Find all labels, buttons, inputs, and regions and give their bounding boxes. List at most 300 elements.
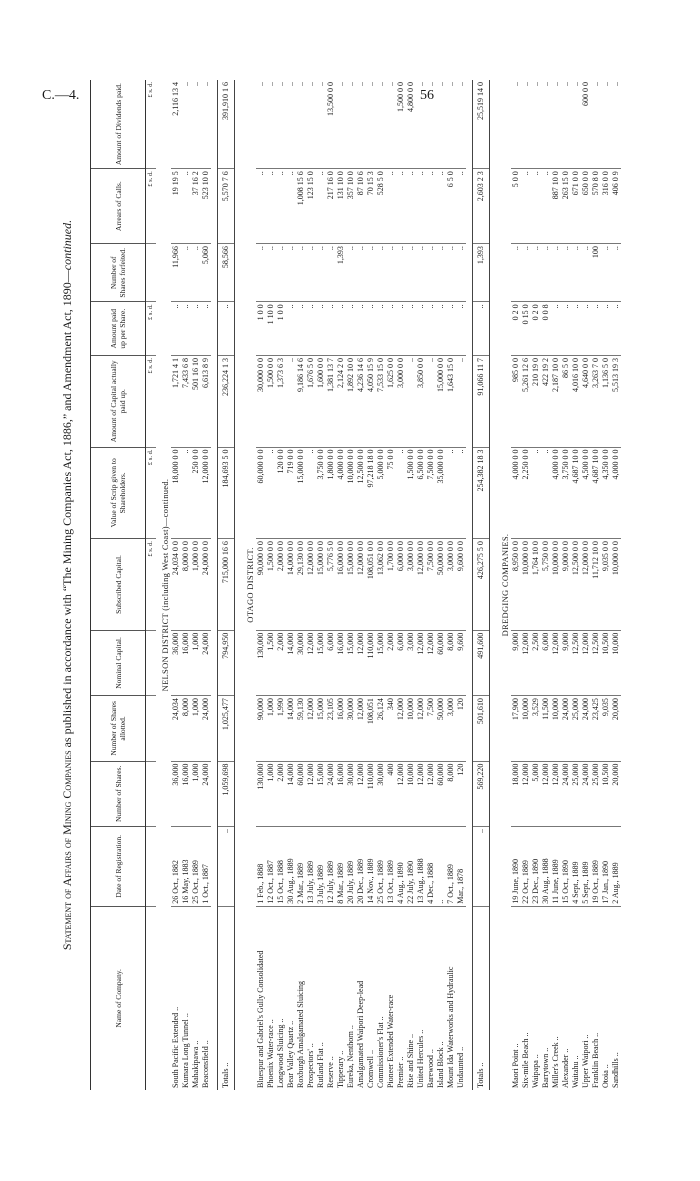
table-cell: 108,051 0 0 bbox=[366, 539, 376, 631]
table-cell: .. bbox=[521, 244, 531, 302]
table-cell: 30 Aug., 1889 bbox=[286, 827, 296, 907]
table-cell: .. bbox=[266, 447, 276, 539]
table-cell: 12,000 0 0 bbox=[581, 539, 591, 631]
table-cell: 1,008 15 6 bbox=[296, 169, 306, 244]
table-cell: 12,000 bbox=[306, 761, 316, 826]
table-cell: 9,035 bbox=[601, 696, 611, 761]
table-cell: .. bbox=[436, 244, 446, 302]
table-cell: 130,000 bbox=[256, 761, 266, 826]
table-cell: .. bbox=[446, 447, 456, 539]
table-cell: .. bbox=[611, 80, 621, 169]
totals-row bbox=[218, 80, 235, 1090]
table-cell: .. bbox=[456, 80, 466, 169]
table-cell: .. bbox=[611, 244, 621, 302]
table-row bbox=[276, 80, 286, 1090]
table-cell: 15 Oct., 1890 bbox=[561, 827, 571, 907]
table-cell: Franklin Beach .. bbox=[591, 1032, 600, 1088]
table-cell: 1,500 0 0 bbox=[266, 355, 276, 447]
section-heading: OTAGO DISTRICT. bbox=[245, 547, 255, 623]
total-cell: .. bbox=[473, 827, 490, 907]
table-cell: 4,016 10 0 bbox=[571, 355, 581, 447]
table-cell: Miller's Creek .. bbox=[551, 1036, 560, 1088]
total-cell: 715,000 16 6 bbox=[218, 539, 235, 631]
column-header: Subscribed Capital. bbox=[91, 539, 146, 631]
table-cell: 10,000 bbox=[521, 696, 531, 761]
table-cell: .. bbox=[181, 302, 191, 356]
table-row bbox=[611, 80, 621, 1090]
table-cell: .. bbox=[276, 244, 286, 302]
table-cell: .. bbox=[256, 80, 266, 169]
table-cell: Mahakipawa .. bbox=[191, 1040, 200, 1088]
table-row bbox=[436, 80, 446, 1090]
table-cell: 18,000 0 0 bbox=[171, 447, 181, 539]
table-cell: 20,000 bbox=[611, 761, 621, 826]
page-reference: C.—4. bbox=[42, 88, 80, 103]
table-row bbox=[386, 80, 396, 1090]
table-cell: 36,000 bbox=[171, 761, 181, 826]
table-cell: .. bbox=[591, 302, 601, 356]
table-cell: .. bbox=[316, 80, 326, 169]
table-cell: 12,000 0 0 bbox=[356, 539, 366, 631]
table-cell: .. bbox=[406, 244, 416, 302]
table-row bbox=[296, 80, 306, 1090]
table-cell: 4,687 10 0 bbox=[571, 447, 581, 539]
table-cell: .. bbox=[336, 302, 346, 356]
table-cell: 12,000 bbox=[416, 761, 426, 826]
table-cell: Kumara Long Tunnel .. bbox=[181, 1013, 190, 1088]
table-cell: 120 0 0 bbox=[276, 447, 286, 539]
table-cell: Six-mile Beach .. bbox=[521, 1032, 530, 1088]
table-cell: Bluespur and Gabriel's Gully Consolidated bbox=[256, 950, 265, 1088]
table-cell: 10,000 0 0 bbox=[346, 447, 356, 539]
table-cell: .. bbox=[191, 302, 201, 356]
table-cell: 10,000 bbox=[406, 696, 416, 761]
table-cell: Phoenix Water-race .. bbox=[266, 1019, 275, 1088]
total-cell: 91,066 11 7 bbox=[473, 355, 490, 447]
table-cell: 501 16 10 bbox=[191, 355, 201, 447]
table-cell: 3 July, 1889 bbox=[316, 827, 326, 907]
table-row bbox=[201, 80, 211, 1090]
table-cell: Mar., 1878 bbox=[456, 827, 466, 907]
column-header: Amount of Capital actually paid up. bbox=[91, 355, 146, 447]
table-cell: 0 2 0 bbox=[511, 302, 521, 356]
table-cell: 3,000 bbox=[446, 696, 456, 761]
table-cell: 30,000 bbox=[376, 761, 386, 826]
table-cell: .. bbox=[346, 244, 356, 302]
page-number: 56 bbox=[420, 88, 434, 103]
table-cell: 3,850 0 0 bbox=[416, 355, 426, 447]
table-cell: .. bbox=[551, 244, 561, 302]
table-cell: .. bbox=[286, 244, 296, 302]
unit-cell bbox=[146, 244, 157, 302]
table-cell: 2,116 13 4 bbox=[171, 80, 181, 169]
table-cell: .. bbox=[356, 244, 366, 302]
table-cell: 1,000 bbox=[191, 696, 201, 761]
table-cell: .. bbox=[456, 244, 466, 302]
table-cell: 6,000 bbox=[326, 630, 336, 695]
table-cell: 15,000 0 0 bbox=[316, 539, 326, 631]
table-cell: Sandhills .. bbox=[611, 1052, 620, 1088]
table-row bbox=[191, 80, 201, 1090]
table-cell: .. bbox=[286, 302, 296, 356]
table-cell: .. bbox=[426, 80, 436, 169]
total-cell: 491,600 bbox=[473, 630, 490, 695]
table-cell: 1,393 bbox=[336, 244, 346, 302]
table-cell: 15,000 bbox=[316, 696, 326, 761]
table-cell: Premier .. bbox=[396, 1056, 405, 1088]
table-cell: 1,600 0 0 bbox=[316, 355, 326, 447]
table-row bbox=[456, 80, 466, 1090]
table-cell: Reserve .. bbox=[326, 1056, 335, 1088]
table-cell: .. bbox=[286, 355, 296, 447]
table-cell: .. bbox=[376, 244, 386, 302]
table-row bbox=[571, 80, 581, 1090]
table-cell: .. bbox=[296, 244, 306, 302]
table-cell: 15 Oct., 1888 bbox=[276, 827, 286, 907]
table-cell: 2,000 0 0 bbox=[276, 539, 286, 631]
table-cell: 86 5 0 bbox=[561, 355, 571, 447]
table-cell: 15,000 bbox=[376, 630, 386, 695]
table-cell: .. bbox=[276, 169, 286, 244]
table-cell: .. bbox=[396, 244, 406, 302]
column-header: Amount paid up per Share. bbox=[91, 302, 146, 356]
table-cell: 5,000 0 0 bbox=[376, 447, 386, 539]
table-row bbox=[366, 80, 376, 1090]
table-cell: 4,000 0 0 bbox=[511, 447, 521, 539]
table-cell: .. bbox=[181, 80, 191, 169]
table-cell: 24,000 bbox=[201, 696, 211, 761]
table-row bbox=[356, 80, 366, 1090]
section-heading-row bbox=[156, 80, 171, 1090]
table-cell: 22 Oct., 1889 bbox=[521, 827, 531, 907]
table-cell: 1,990 bbox=[276, 696, 286, 761]
table-cell: .. bbox=[541, 244, 551, 302]
table-row bbox=[511, 80, 521, 1090]
table-row bbox=[416, 80, 426, 1090]
table-cell: United Hercules .. bbox=[416, 1029, 425, 1088]
column-header: Number of Shares. bbox=[91, 761, 146, 826]
table-cell: .. bbox=[561, 80, 571, 169]
table-cell: 35,000 0 0 bbox=[436, 447, 446, 539]
table-cell: 528 5 0 bbox=[376, 169, 386, 244]
table-cell: 60,000 bbox=[436, 761, 446, 826]
table-cell: .. bbox=[551, 80, 561, 169]
table-cell: 9,600 bbox=[456, 630, 466, 695]
table-cell: Waitahu .. bbox=[571, 1055, 580, 1088]
table-cell: 1 Feb., 1888 bbox=[256, 827, 266, 907]
table-cell: .. bbox=[531, 244, 541, 302]
unit-cell bbox=[146, 761, 157, 826]
table-cell: 0 15 0 bbox=[521, 302, 531, 356]
table-row bbox=[326, 80, 336, 1090]
table-cell: 75 0 0 bbox=[386, 447, 396, 539]
table-cell: .. bbox=[256, 244, 266, 302]
section-heading: DREDGING COMPANIES. bbox=[500, 533, 510, 637]
table-cell: 6,500 0 0 bbox=[416, 447, 426, 539]
table-cell: Upper Waipori .. bbox=[581, 1034, 590, 1088]
table-cell: .. bbox=[296, 80, 306, 169]
table-cell: 719 0 0 bbox=[286, 447, 296, 539]
table-cell: Otoia .. bbox=[601, 1064, 610, 1088]
table-cell: Rutland Flat .. bbox=[316, 1042, 325, 1088]
table-cell: 340 bbox=[386, 696, 396, 761]
table-cell: 1,892 10 0 bbox=[346, 355, 356, 447]
unit-cell: £ s. d. bbox=[146, 302, 157, 356]
table-cell: .. bbox=[581, 244, 591, 302]
table-cell: 24,034 bbox=[171, 696, 181, 761]
column-header-row bbox=[91, 80, 146, 1090]
table-cell: .. bbox=[521, 169, 531, 244]
table-cell: .. bbox=[386, 302, 396, 356]
table-cell: 14,000 bbox=[286, 761, 296, 826]
table-cell: 11,966 bbox=[171, 244, 181, 302]
table-cell: 3,000 0 0 bbox=[446, 539, 456, 631]
table-cell: 887 10 0 bbox=[551, 169, 561, 244]
section-heading: NELSON DISTRICT (including West Coast)—continued. bbox=[160, 478, 170, 692]
table-cell: 4 Dec., 1888 bbox=[426, 827, 436, 907]
table-cell: 24,034 0 0 bbox=[171, 539, 181, 631]
table-cell: .. bbox=[396, 169, 406, 244]
table-cell: 12,000 bbox=[356, 630, 366, 695]
table-cell: .. bbox=[181, 169, 191, 244]
unit-cell: £ s. d. bbox=[146, 169, 157, 244]
table-cell: 9,035 0 0 bbox=[601, 539, 611, 631]
table-cell: 12,500 bbox=[571, 630, 581, 695]
unit-cell: £ s. d. bbox=[146, 80, 157, 169]
table-row bbox=[531, 80, 541, 1090]
table-cell: 1,373 6 3 bbox=[276, 355, 286, 447]
table-cell: 16,000 bbox=[336, 761, 346, 826]
table-cell: 120 bbox=[456, 696, 466, 761]
table-cell: 671 0 0 bbox=[571, 169, 581, 244]
table-cell: Commissioner's Flat .. bbox=[376, 1016, 385, 1088]
table-cell: .. bbox=[191, 244, 201, 302]
total-cell: 184,693 5 0 bbox=[218, 447, 235, 539]
table-cell: .. bbox=[446, 80, 456, 169]
table-cell: .. bbox=[346, 80, 356, 169]
table-cell: 19 19 5 bbox=[171, 169, 181, 244]
table-cell: 2 Aug., 1889 bbox=[611, 827, 621, 907]
table-row bbox=[306, 80, 316, 1090]
table-cell: .. bbox=[396, 302, 406, 356]
total-cell: 2,603 2 3 bbox=[473, 169, 490, 244]
total-cell: 236,224 1 3 bbox=[218, 355, 235, 447]
table-cell: 1,000 bbox=[266, 761, 276, 826]
total-cell: 1,059,698 bbox=[218, 761, 235, 826]
total-cell: 391,910 1 6 bbox=[218, 80, 235, 169]
table-cell: 12,000 bbox=[581, 630, 591, 695]
table-cell: 13 July, 1889 bbox=[306, 827, 316, 907]
statement-title bbox=[60, 80, 75, 1090]
table-cell: Eureka, Nenthorn .. bbox=[346, 1025, 355, 1088]
table-cell: 14,000 bbox=[286, 630, 296, 695]
table-cell: 4,236 14 6 bbox=[356, 355, 366, 447]
table-cell: 12,000 bbox=[416, 696, 426, 761]
table-cell: 11,712 10 0 bbox=[591, 539, 601, 631]
table-cell: 50,000 bbox=[436, 696, 446, 761]
table-cell: 20 Dec., 1889 bbox=[356, 827, 366, 907]
table-cell: 24,000 bbox=[581, 696, 591, 761]
table-cell: 16,000 bbox=[336, 696, 346, 761]
table-cell: .. bbox=[541, 447, 551, 539]
table-body bbox=[146, 80, 622, 1090]
table-cell: 406 0 9 bbox=[611, 169, 621, 244]
table-row bbox=[256, 80, 266, 1090]
table-row bbox=[561, 80, 571, 1090]
unit-row bbox=[146, 80, 157, 1090]
table-cell: 8,000 bbox=[446, 761, 456, 826]
table-cell: 8,000 0 0 bbox=[181, 539, 191, 631]
table-cell: .. bbox=[426, 244, 436, 302]
table-cell: 263 15 0 bbox=[561, 169, 571, 244]
table-cell: 3,750 0 0 bbox=[561, 447, 571, 539]
total-cell: .. bbox=[473, 302, 490, 356]
table-cell: .. bbox=[266, 169, 276, 244]
table-cell: Maori Point .. bbox=[511, 1043, 520, 1088]
table-cell: 3,529 bbox=[531, 696, 541, 761]
table-cell: 2,500 bbox=[531, 630, 541, 695]
table-cell: 14,000 0 0 bbox=[286, 539, 296, 631]
table-cell: 1,000 0 0 bbox=[191, 539, 201, 631]
table-cell: .. bbox=[426, 355, 436, 447]
table-cell: .. bbox=[511, 80, 521, 169]
table-cell: 1,500 0 0 bbox=[396, 80, 406, 169]
table-cell: 70 15 3 bbox=[366, 169, 376, 244]
table-cell: 1,500 0 0 bbox=[406, 447, 416, 539]
table-cell: 4,800 0 0 bbox=[406, 80, 416, 169]
table-row bbox=[336, 80, 346, 1090]
table-cell: 12,500 bbox=[591, 630, 601, 695]
table-cell: .. bbox=[376, 80, 386, 169]
table-cell: 8,950 0 0 bbox=[511, 539, 521, 631]
total-cell: 5,570 7 6 bbox=[218, 169, 235, 244]
table-cell: 2,124 2 0 bbox=[336, 355, 346, 447]
table-cell: 13 Oct., 1889 bbox=[386, 827, 396, 907]
table-cell: .. bbox=[446, 244, 456, 302]
table-cell: 2,000 bbox=[276, 761, 286, 826]
table-cell: 7 Oct., 1889 bbox=[446, 827, 456, 907]
table-cell: 5,776 5 0 bbox=[326, 539, 336, 631]
table-cell: 1,625 0 0 bbox=[386, 355, 396, 447]
table-cell: Island Block .. bbox=[436, 1041, 445, 1088]
table-cell: 9,600 0 0 bbox=[456, 539, 466, 631]
table-cell: 120 bbox=[456, 761, 466, 826]
column-header: Name of Company. bbox=[91, 906, 146, 1090]
total-cell: 794,950 bbox=[218, 630, 235, 695]
table-cell: .. bbox=[181, 244, 191, 302]
table-cell: 10,500 bbox=[601, 630, 611, 695]
table-cell: 17,900 bbox=[511, 696, 521, 761]
table-cell: 1,643 15 0 bbox=[446, 355, 456, 447]
table-cell: 15,000 0 0 bbox=[296, 447, 306, 539]
table-cell: Amalgamated Waipori Deep-lead bbox=[356, 980, 365, 1088]
unit-cell bbox=[146, 696, 157, 761]
table-cell: .. bbox=[406, 355, 416, 447]
table-cell: .. bbox=[316, 302, 326, 356]
table-cell: .. bbox=[541, 80, 551, 169]
table-cell: 12,500 0 0 bbox=[356, 447, 366, 539]
table-cell: 108,051 bbox=[366, 696, 376, 761]
table-cell: 16,000 bbox=[336, 630, 346, 695]
table-cell: .. bbox=[306, 80, 316, 169]
table-row bbox=[551, 80, 561, 1090]
table-row bbox=[181, 80, 191, 1090]
table-cell: 4,000 0 0 bbox=[336, 447, 346, 539]
table-cell: .. bbox=[426, 302, 436, 356]
table-cell: 250 0 0 bbox=[191, 447, 201, 539]
table-cell: 357 10 0 bbox=[346, 169, 356, 244]
table-cell: 14 Nov., 1889 bbox=[366, 827, 376, 907]
table-cell: .. bbox=[436, 827, 446, 907]
table-cell: 5,261 12 6 bbox=[521, 355, 531, 447]
table-cell: 25 Oct., 1889 bbox=[191, 827, 201, 907]
table-cell: .. bbox=[611, 302, 621, 356]
unit-cell bbox=[146, 630, 157, 695]
table-cell: 12,000 bbox=[306, 630, 316, 695]
table-cell: 10,000 bbox=[406, 761, 416, 826]
table-cell: 4,000 0 0 bbox=[551, 447, 561, 539]
table-cell: 24,000 bbox=[561, 761, 571, 826]
table-cell: 1 10 0 bbox=[266, 302, 276, 356]
table-row bbox=[266, 80, 276, 1090]
table-cell: .. bbox=[456, 355, 466, 447]
table-cell: Barrytown .. bbox=[541, 1047, 550, 1088]
table-cell: 100 bbox=[591, 244, 601, 302]
table-cell: 12,000 0 0 bbox=[416, 539, 426, 631]
table-cell: .. bbox=[416, 169, 426, 244]
table-cell: 1,764 10 0 bbox=[531, 539, 541, 631]
table-cell: .. bbox=[256, 169, 266, 244]
table-cell: .. bbox=[531, 169, 541, 244]
table-cell: 24,000 bbox=[201, 761, 211, 826]
table-cell: .. bbox=[436, 80, 446, 169]
table-cell: 60,000 0 0 bbox=[256, 447, 266, 539]
table-cell: Pioneer Extended Water-race bbox=[386, 994, 395, 1088]
table-row bbox=[446, 80, 456, 1090]
table-cell: 7,500 0 0 bbox=[426, 539, 436, 631]
table-row bbox=[581, 80, 591, 1090]
table-cell: 4,687 10 0 bbox=[591, 447, 601, 539]
column-header: Amount of Dividends paid. bbox=[91, 80, 146, 169]
table-cell: 24,000 bbox=[326, 761, 336, 826]
table-cell: 10,500 bbox=[601, 761, 611, 826]
table-cell: 16,000 bbox=[181, 761, 191, 826]
table-cell: 13 Aug., 1888 bbox=[416, 827, 426, 907]
table-cell: 6,000 bbox=[541, 630, 551, 695]
table-cell: .. bbox=[316, 244, 326, 302]
table-cell: .. bbox=[316, 169, 326, 244]
table-cell: .. bbox=[571, 302, 581, 356]
table-cell: 0 2 0 bbox=[531, 302, 541, 356]
table-cell: .. bbox=[276, 80, 286, 169]
table-cell: 3,000 0 0 bbox=[406, 539, 416, 631]
table-cell: 60,000 bbox=[296, 761, 306, 826]
table-cell: 15,000 0 0 bbox=[436, 355, 446, 447]
table-cell: .. bbox=[406, 169, 416, 244]
table-cell: 131 10 0 bbox=[336, 169, 346, 244]
table-cell: 12,500 0 0 bbox=[571, 539, 581, 631]
table-row bbox=[521, 80, 531, 1090]
table-cell: 11 June, 1889 bbox=[551, 827, 561, 907]
section-heading-row bbox=[496, 80, 511, 1090]
table-cell: .. bbox=[286, 169, 296, 244]
table-cell: 9,000 0 0 bbox=[561, 539, 571, 631]
table-cell: 5 0 0 bbox=[511, 169, 521, 244]
table-cell: 7,500 0 0 bbox=[426, 447, 436, 539]
table-row bbox=[541, 80, 551, 1090]
column-header: Number of Shares forfeited. bbox=[91, 244, 146, 302]
table-cell: 8,000 bbox=[446, 630, 456, 695]
